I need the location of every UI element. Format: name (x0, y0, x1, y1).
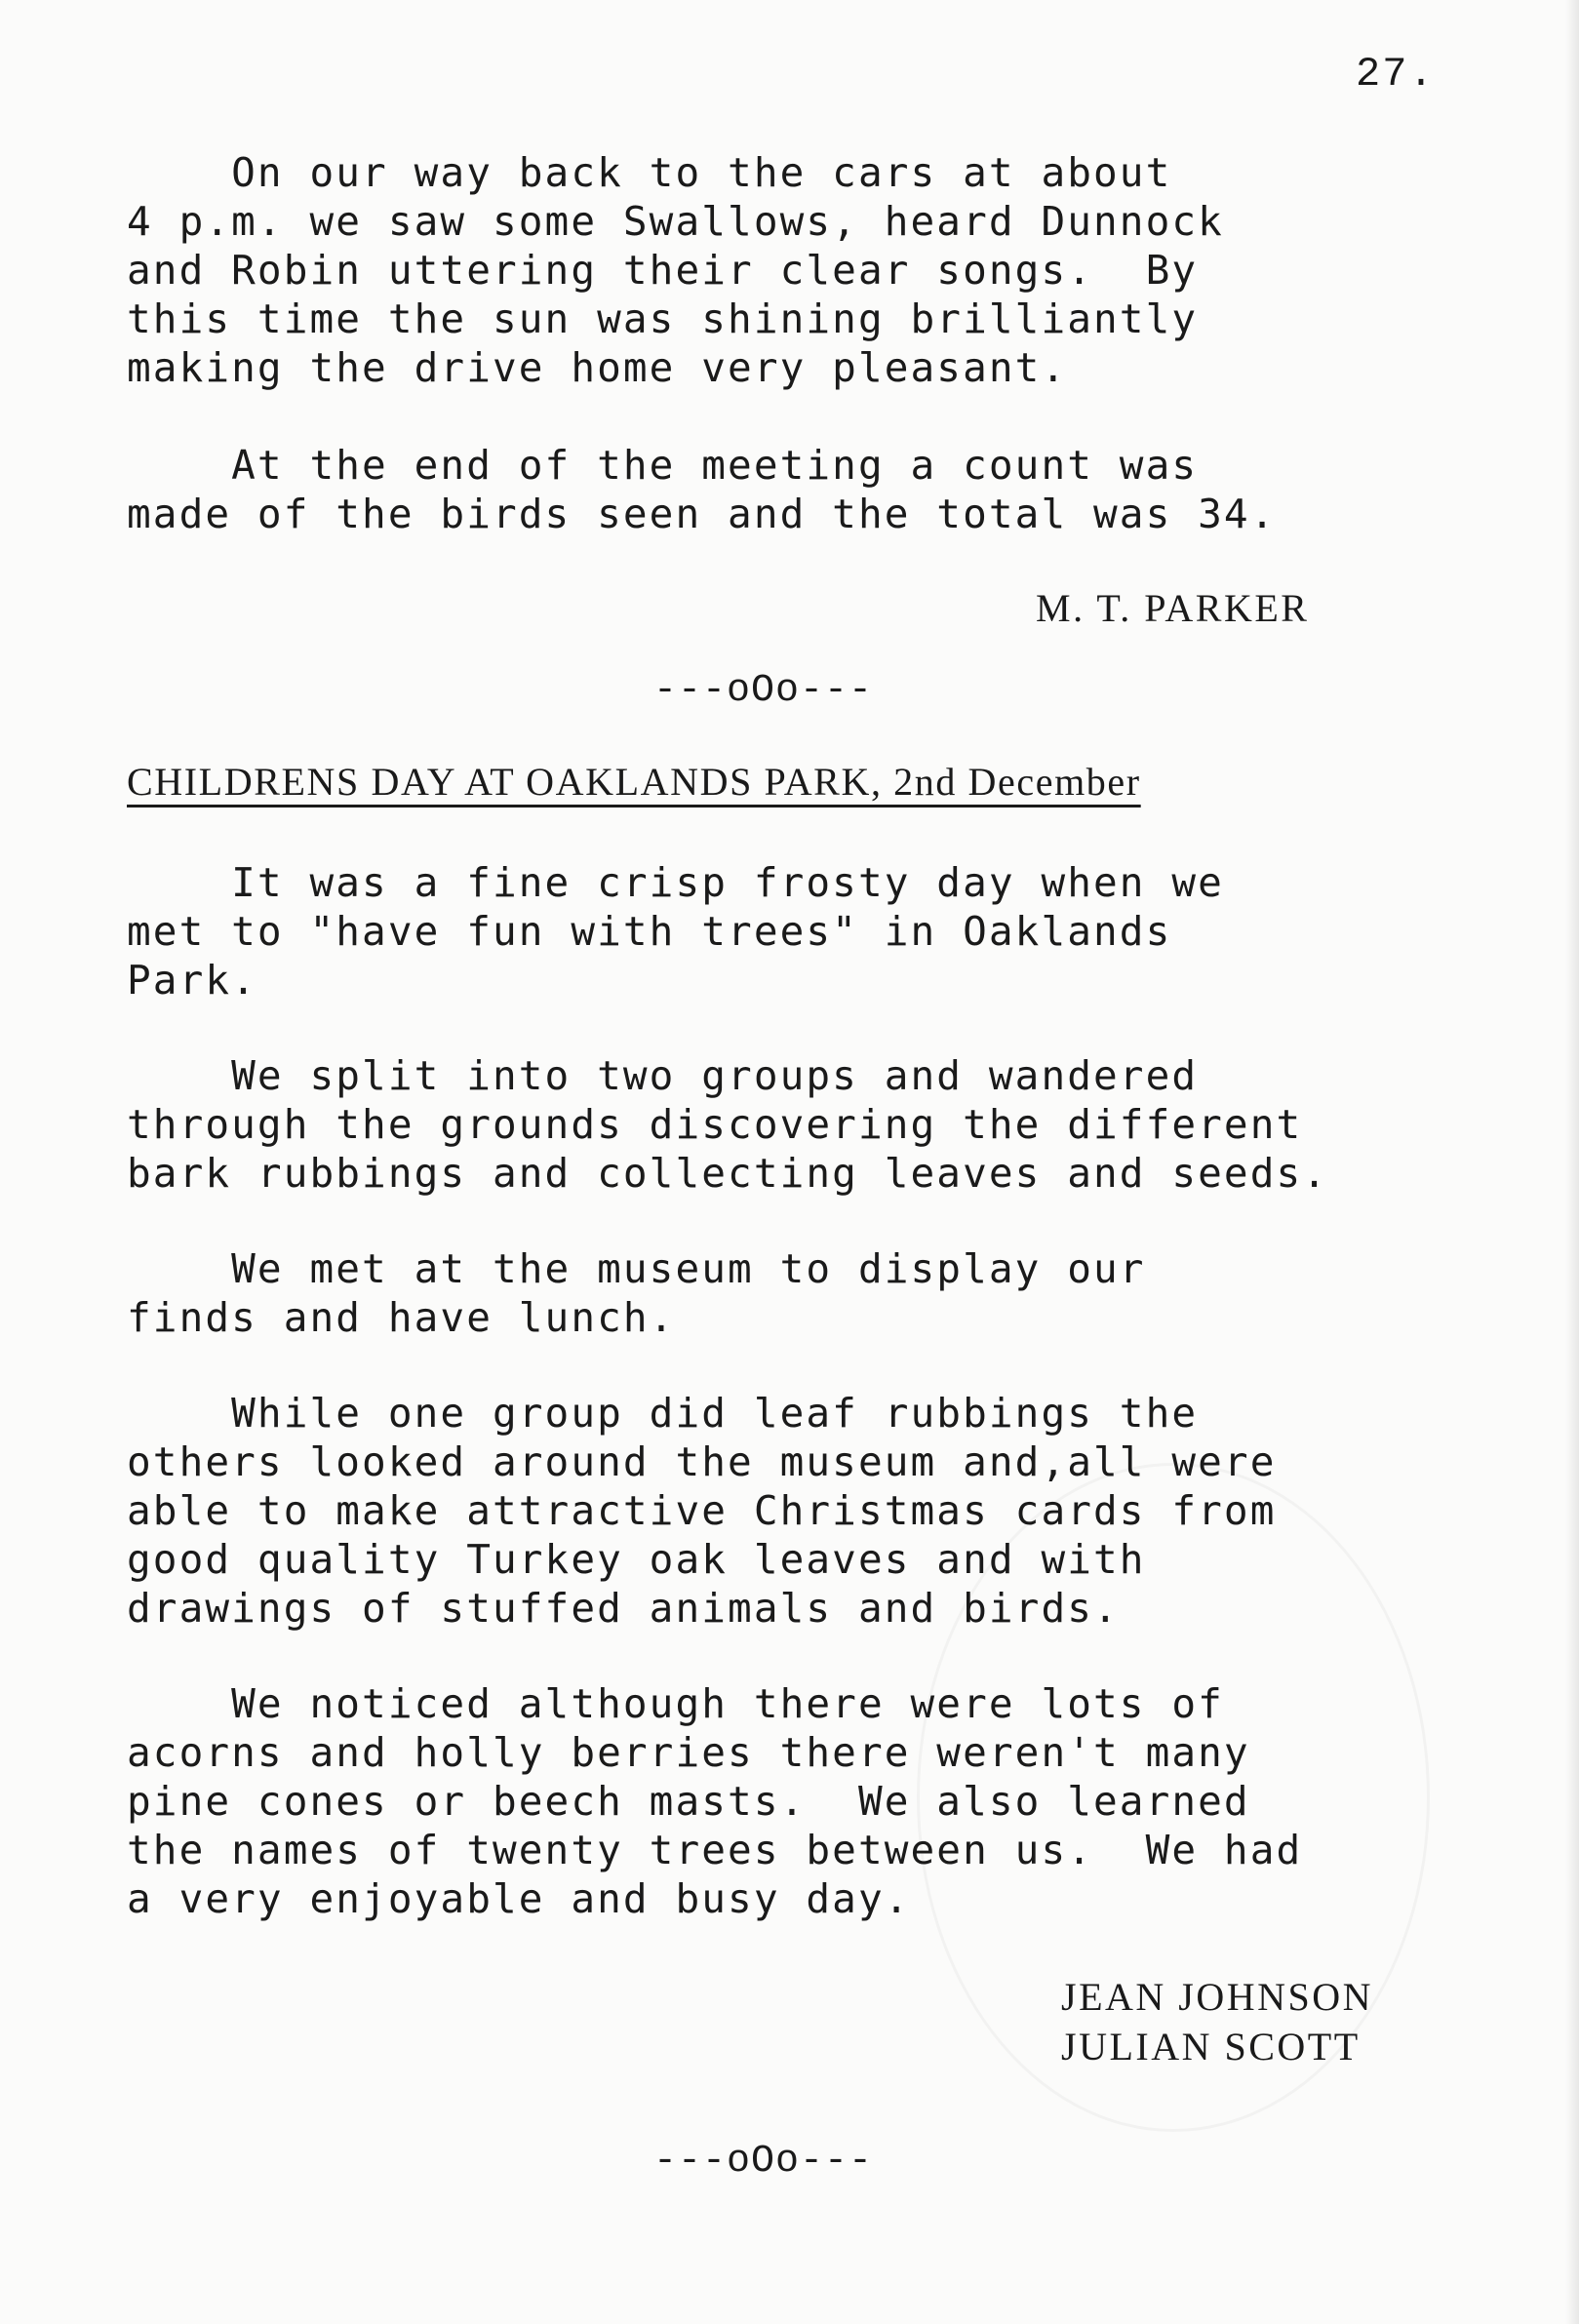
paragraph-frosty-day (127, 858, 1473, 1004)
text-line: the names of twenty trees between us. We had (127, 1827, 1303, 1873)
text-line: through the grounds discovering the different (127, 1101, 1303, 1148)
text-line: drawings of stuffed animals and birds. (127, 1585, 1120, 1632)
text-line: We noticed although there were lots of (127, 1680, 1224, 1727)
page-edge-shadow (1565, 0, 1579, 2324)
text-line: acorns and holly berries there weren't many (127, 1729, 1250, 1776)
text-line: pine cones or beech masts. We also learned (127, 1778, 1250, 1825)
text-line: making the drive home very pleasant. (127, 344, 1068, 391)
text-line: others looked around the museum and,all were (127, 1438, 1277, 1485)
page-number: 27. (1356, 51, 1436, 98)
text-line: met to "have fun with trees" in Oaklands (127, 908, 1172, 955)
text-line: made of the birds seen and the total was 34. (127, 491, 1277, 537)
text-line: While one group did leaf rubbings the (127, 1390, 1199, 1437)
paragraph-two-groups (127, 1051, 1473, 1198)
text-line: finds and have lunch. (127, 1294, 676, 1341)
text-line: Park. (127, 957, 257, 1004)
text-line: able to make attractive Christmas cards from (127, 1487, 1277, 1534)
text-line: It was a fine crisp frosty day when we (127, 859, 1224, 906)
text-line: We met at the museum to display our (127, 1245, 1146, 1292)
paragraph-bird-count (127, 441, 1473, 538)
text-line: a very enjoyable and busy day. (127, 1875, 911, 1922)
text-line: bark rubbings and collecting leaves and seeds. (127, 1150, 1329, 1197)
paragraph-swallows (127, 148, 1473, 392)
section-divider-end: ---oOo--- (653, 2140, 874, 2184)
text-line: At the end of the meeting a count was (127, 442, 1199, 489)
text-line: On our way back to the cars at about (127, 149, 1172, 196)
section-divider: ---oOo--- (653, 669, 874, 713)
paragraph-acorns (127, 1679, 1473, 1923)
paragraph-leaf-rubbings (127, 1389, 1473, 1633)
author-signature-scott: JULIAN SCOTT (1061, 2025, 1361, 2068)
section-heading: CHILDRENS DAY AT OAKLANDS PARK, 2nd December (127, 760, 1141, 804)
text-line: good quality Turkey oak leaves and with (127, 1536, 1146, 1583)
paragraph-museum-lunch (127, 1244, 1473, 1342)
author-signature-johnson: JEAN JOHNSON (1061, 1975, 1374, 2019)
text-line: this time the sun was shining brilliantly (127, 295, 1199, 342)
text-line: 4 p.m. we saw some Swallows, heard Dunnock (127, 198, 1224, 245)
text-line: We split into two groups and wandered (127, 1052, 1199, 1099)
text-line: and Robin uttering their clear songs. By (127, 247, 1199, 294)
author-signature-parker: M. T. PARKER (1036, 586, 1310, 630)
